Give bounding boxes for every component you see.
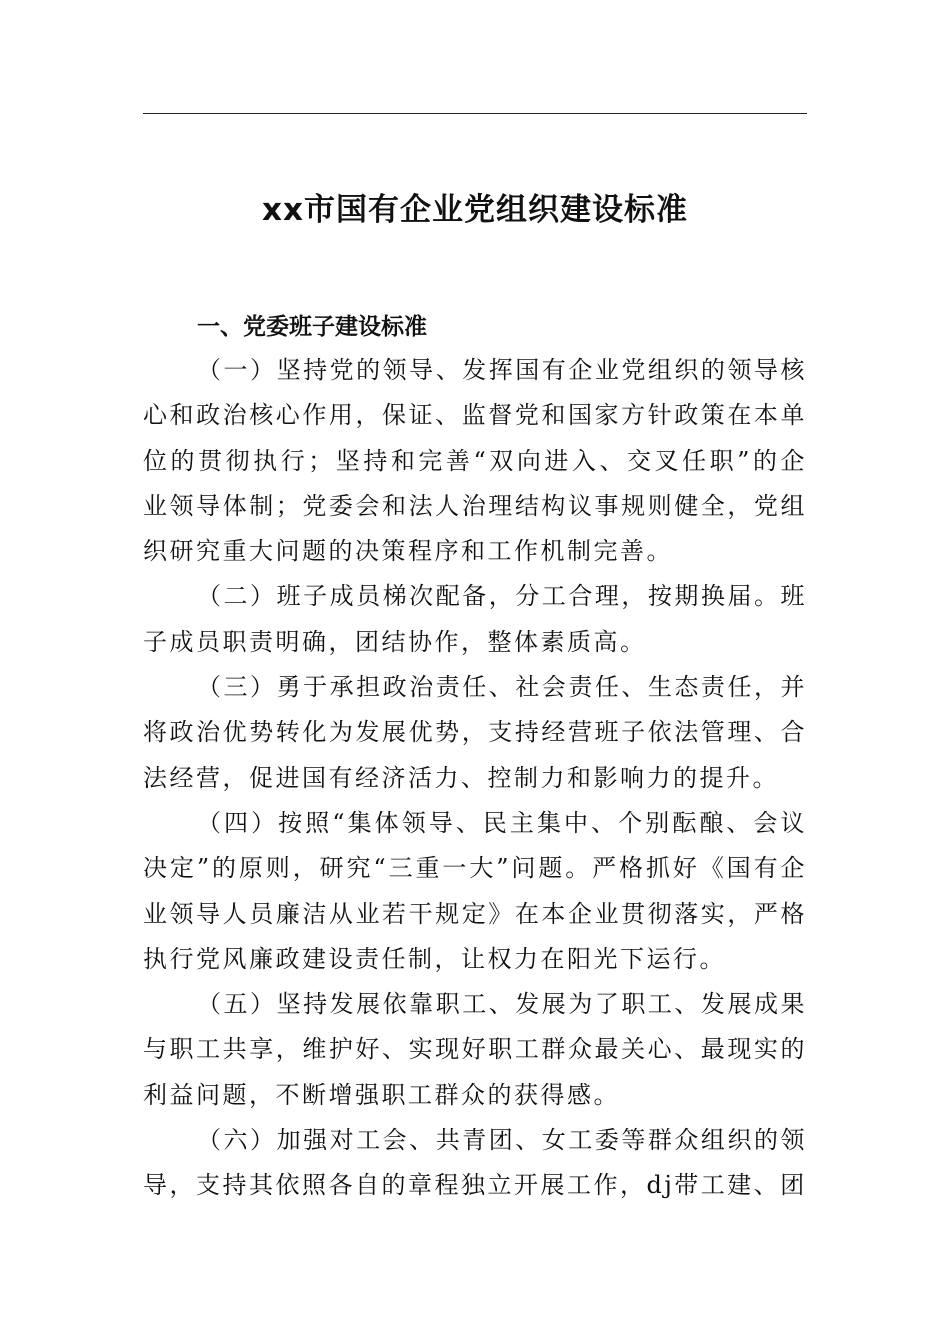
paragraph-2: （二）班子成员梯次配备，分工合理，按期换届。班子成员职责明确，团结协作，整体素质高。 xyxy=(143,582,807,656)
paragraph-4: （四）按照“集体领导、民主集中、个别酝酿、会议决定”的原则，研究“三重一大”问题。严格抓好《国有企业领导人员廉洁从业若干规定》在本企业贯彻落实，严格执行党风廉政建设责任制，让权力在阳光下运行。 xyxy=(143,808,807,973)
body-text xyxy=(143,348,807,1209)
paragraph-6: （六）加强对工会、共青团、女工委等群众组织的领导，支持其依照各自的章程独立开展工作，dj带工建、团 xyxy=(143,1126,807,1200)
paragraph-1: （一）坚持党的领导、发挥国有企业党组织的领导核心和政治核心作用，保证、监督党和国家方针政策在本单位的贯彻执行；坚持和完善“双向进入、交叉任职”的企业领导体制；党委会和法人治理结构议事规则健全，党组织研究重大问题的决策程序和工作机制完善。 xyxy=(143,356,807,566)
header-rule xyxy=(143,113,807,114)
section-heading: 一、党委班子建设标准 xyxy=(197,314,427,340)
paragraph-5: （五）坚持发展依靠职工、发展为了职工、发展成果与职工共享，维护好、实现好职工群众最关心、最现实的利益问题，不断增强职工群众的获得感。 xyxy=(143,990,807,1109)
paragraph-3: （三）勇于承担政治责任、社会责任、生态责任，并将政治优势转化为发展优势，支持经营班子依法管理、合法经营，促进国有经济活力、控制力和影响力的提升。 xyxy=(143,673,807,792)
document-title: xx市国有企业党组织建设标准 xyxy=(262,192,688,228)
